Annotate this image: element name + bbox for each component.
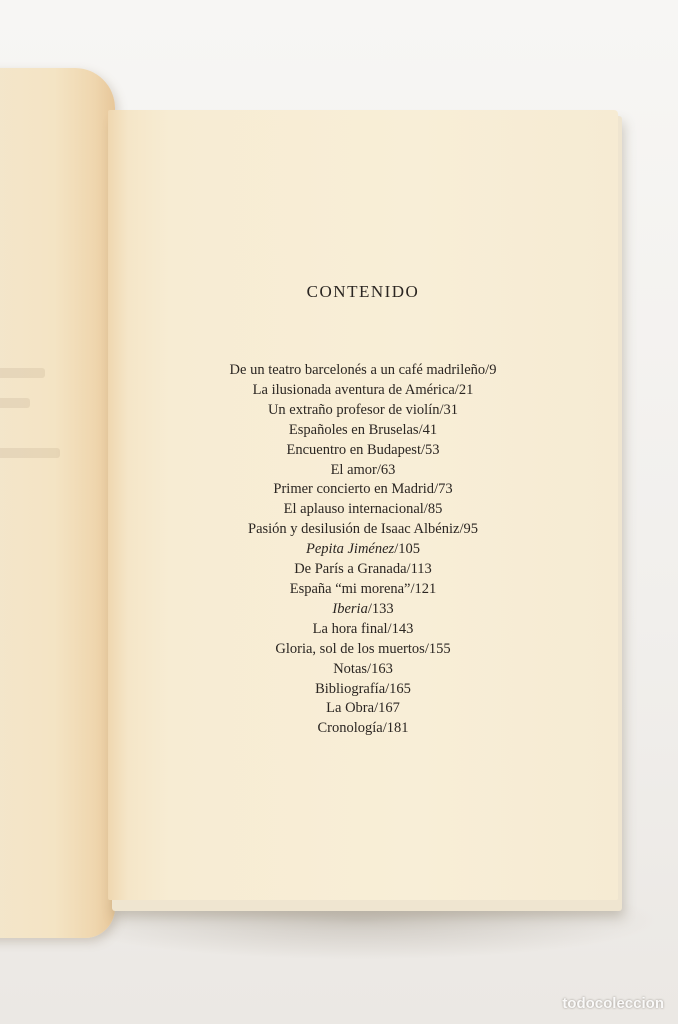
toc-entry-page: 85 — [427, 501, 443, 518]
toc-entry-title: Primer concierto en Madrid — [273, 481, 435, 498]
toc-entry-page: 113 — [410, 561, 432, 578]
toc-entry-page: 143 — [391, 620, 414, 637]
toc-entry-title: Iberia — [332, 600, 368, 617]
toc-entry — [108, 520, 618, 540]
toc-entry-title: Españoles en Bruselas — [288, 421, 419, 438]
toc-entry-page: 9 — [489, 362, 497, 378]
toc-entry-page: 133 — [371, 600, 394, 617]
toc-entry — [108, 699, 618, 719]
toc-separator: / — [382, 720, 387, 737]
toc-entry — [108, 500, 618, 520]
toc-separator: / — [406, 561, 411, 578]
toc-entry-page: 181 — [386, 720, 409, 737]
left-page — [0, 68, 115, 938]
toc-entry-page: 155 — [428, 640, 451, 657]
toc-entry-title: Cronología — [317, 720, 383, 737]
toc-entry — [108, 719, 618, 739]
toc-entry — [108, 421, 618, 441]
toc-entry-title: La hora final — [312, 620, 388, 637]
toc-separator: / — [420, 441, 426, 458]
toc-entry-title: La Obra — [326, 700, 375, 717]
toc-entry-title: Pepita Jiménez — [306, 541, 395, 558]
toc-entry — [108, 600, 618, 620]
toc-separator: / — [423, 501, 428, 518]
toc-separator: / — [418, 421, 423, 438]
toc-entry — [108, 580, 618, 600]
toc-separator: / — [374, 700, 379, 717]
toc-entry-page: 31 — [443, 401, 459, 418]
toc-list — [108, 361, 618, 739]
toc-entry-page: 21 — [458, 381, 474, 398]
toc-separator: / — [439, 401, 444, 418]
toc-entry — [108, 401, 618, 421]
show-through-text — [0, 368, 45, 378]
toc-separator: / — [394, 541, 399, 558]
toc-entry — [108, 540, 618, 560]
toc-entry — [108, 381, 618, 401]
toc-separator: / — [385, 680, 390, 697]
toc-entry-title: Pasión y desilusión de Isaac Albéniz — [248, 521, 460, 538]
toc-entry-page: 73 — [438, 481, 453, 498]
toc-page — [108, 110, 618, 900]
toc-entry-page: 165 — [389, 680, 411, 697]
toc-separator: / — [434, 481, 439, 498]
toc-entry-page: 163 — [371, 660, 393, 677]
toc-entry — [108, 640, 618, 660]
toc-entry-page: 63 — [380, 461, 396, 478]
toc-entry — [108, 461, 618, 481]
toc-separator: / — [424, 640, 429, 657]
toc-separator: / — [367, 600, 372, 617]
toc-entry-page: 53 — [425, 441, 440, 458]
toc-entry-title: Encuentro en Budapest — [286, 441, 421, 458]
toc-entry — [108, 660, 618, 680]
toc-separator: / — [367, 660, 372, 677]
toc-separator: / — [459, 521, 464, 538]
toc-entry-title: Gloria, sol de los muertos — [275, 640, 425, 657]
toc-entry-title: De un teatro barcelonés a un café madrileño — [229, 362, 486, 378]
toc-entry — [108, 361, 618, 381]
toc-entry-title: Notas — [333, 660, 368, 677]
toc-separator: / — [410, 580, 415, 597]
toc-entry-title: Un extraño profesor de violín — [267, 401, 440, 418]
show-through-text — [0, 398, 30, 408]
toc-separator: / — [376, 461, 381, 478]
toc-entry-title: De París a Granada — [294, 561, 407, 578]
toc-entry — [108, 680, 618, 700]
toc-entry-title: El amor — [330, 461, 377, 478]
toc-entry — [108, 560, 618, 580]
toc-entry-title: España “mi morena” — [289, 580, 411, 597]
toc-entry-page: 105 — [398, 541, 420, 558]
watermark-logo: todocoleccion — [562, 995, 664, 1012]
toc-entry-title: Bibliografía — [315, 680, 386, 697]
toc-entry — [108, 620, 618, 640]
toc-title: CONTENIDO — [306, 282, 420, 301]
show-through-text — [0, 448, 60, 458]
toc-entry — [108, 441, 618, 461]
toc-entry-page: 167 — [378, 700, 400, 717]
toc-entry-page: 121 — [414, 580, 437, 597]
toc-entry — [108, 480, 618, 500]
toc-separator: / — [387, 620, 392, 637]
toc-entry-page: 95 — [463, 521, 478, 538]
toc-entry-title: La ilusionada aventura de América — [252, 381, 455, 398]
toc-entry-title: El aplauso internacional — [283, 501, 424, 518]
toc-entry-page: 41 — [422, 421, 438, 438]
toc-separator: / — [454, 381, 459, 398]
toc-separator: / — [485, 362, 490, 378]
